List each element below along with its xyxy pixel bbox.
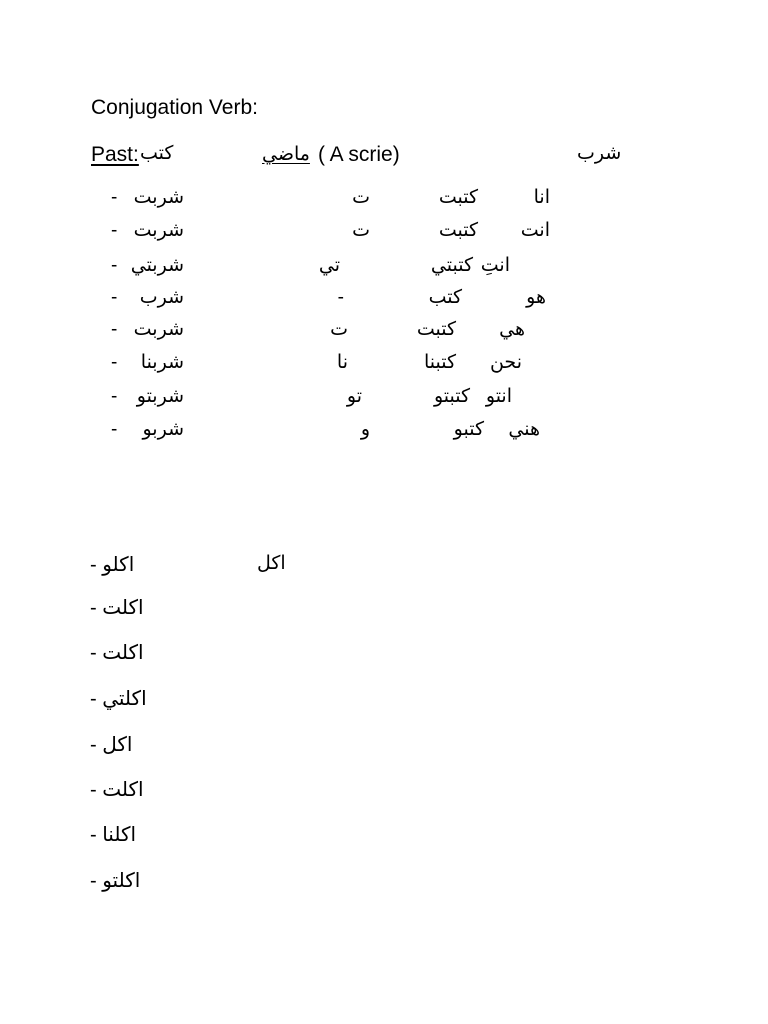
row-bullet-dash: -	[111, 287, 118, 308]
row-bullet-dash: -	[111, 187, 118, 208]
past-verb-shirib: شرب	[577, 143, 622, 164]
page-heading: Conjugation Verb:	[91, 96, 258, 119]
akal-verb: اكل	[257, 553, 286, 574]
katab-form: كتبنا	[423, 352, 456, 373]
suffix: ت	[330, 319, 348, 340]
suffix: ت	[352, 220, 370, 241]
row-bullet-dash: -	[111, 419, 118, 440]
shirib-form: شربت	[133, 319, 184, 340]
katab-form: كتبتو	[433, 386, 470, 407]
pronoun: هي	[499, 319, 525, 340]
pronoun: هني	[508, 419, 540, 440]
list-item: اكلت -	[90, 597, 144, 619]
pronoun: انت	[520, 220, 550, 241]
pronoun: انا	[533, 187, 550, 208]
suffix: ت	[352, 187, 370, 208]
list-item: اكلت -	[90, 779, 144, 801]
katab-form: كتبت	[438, 187, 478, 208]
pronoun: انتو	[485, 386, 512, 407]
madi-word: ماضي	[262, 144, 310, 165]
row-bullet-dash: -	[111, 220, 118, 241]
katab-form: كتبت	[416, 319, 456, 340]
shirib-form: شربت	[133, 220, 184, 241]
suffix: تي	[318, 255, 340, 276]
suffix: و	[360, 419, 370, 440]
katab-form: كتبت	[438, 220, 478, 241]
shirib-form: شربت	[133, 187, 184, 208]
katab-form: كتبو	[453, 419, 484, 440]
paren-translation: ( A scrie)	[318, 143, 400, 166]
row-bullet-dash: -	[111, 255, 118, 276]
suffix: تو	[346, 386, 362, 407]
shirib-form: شرب	[139, 287, 184, 308]
list-item: اكلتو -	[90, 870, 141, 892]
row-bullet-dash: -	[111, 319, 118, 340]
pronoun: انتِ	[480, 255, 510, 276]
past-verb-katab: كتب	[140, 143, 174, 164]
shirib-form: شربتو	[136, 386, 184, 407]
row-bullet-dash: -	[111, 386, 118, 407]
shirib-form: شربنا	[140, 352, 184, 373]
list-item: اكلتي -	[90, 688, 147, 710]
shirib-form: شربو	[142, 419, 184, 440]
pronoun: هو	[526, 287, 546, 308]
list-item: اكلو -	[90, 554, 135, 576]
katab-form: كتبتي	[430, 255, 473, 276]
past-label: Past:	[91, 143, 139, 166]
suffix: -	[337, 287, 344, 308]
pronoun: نحن	[489, 352, 522, 373]
katab-form: كتب	[428, 287, 462, 308]
suffix: نا	[336, 352, 348, 373]
list-item: اكلت -	[90, 642, 144, 664]
shirib-form: شربتي	[130, 255, 184, 276]
list-item: اكلنا -	[90, 824, 137, 846]
row-bullet-dash: -	[111, 352, 118, 373]
list-item: اكل -	[90, 734, 133, 756]
